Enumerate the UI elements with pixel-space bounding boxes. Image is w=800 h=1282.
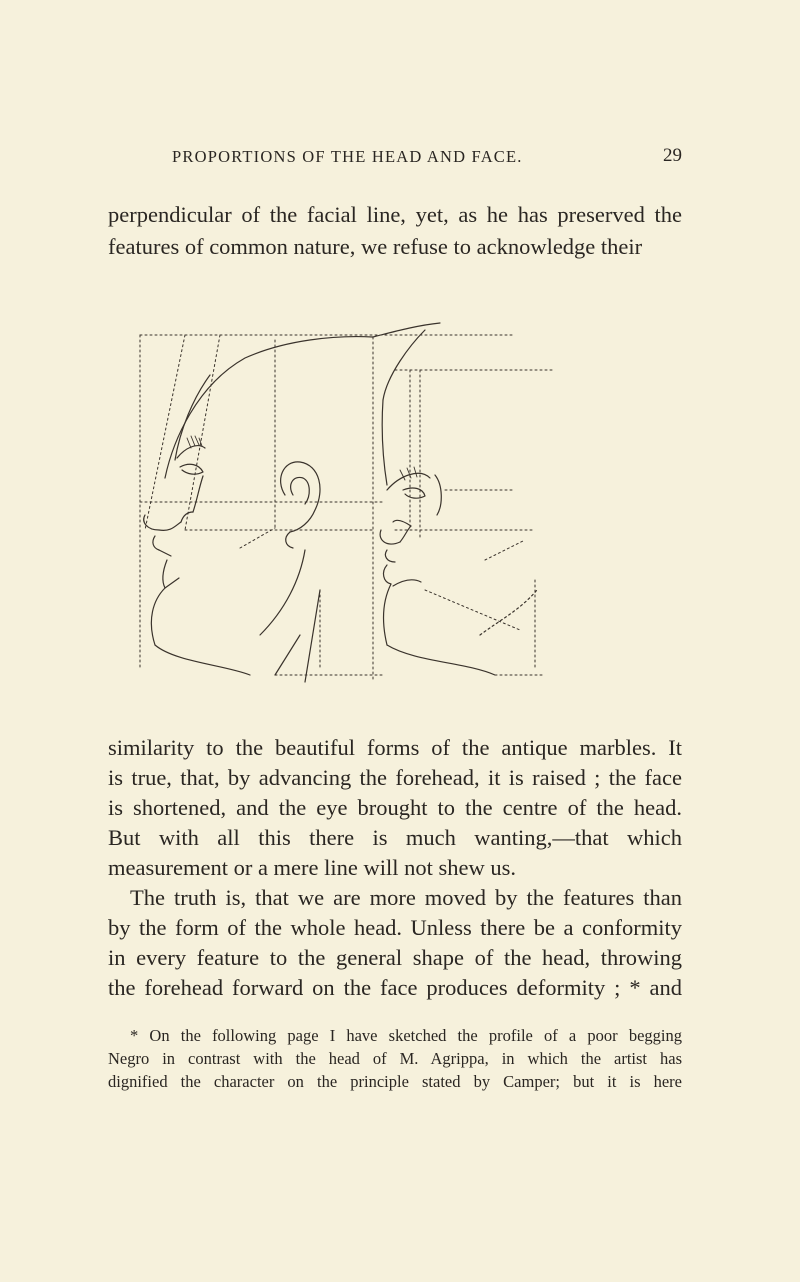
- body-line: by the form of the whole head. Unless there be a conformity: [108, 915, 682, 940]
- footnote-line: Negro in contrast with the head of M. Agrippa, in which the artist has: [108, 1049, 682, 1068]
- body-line: the forehead forward on the face produces deformity ; * and: [108, 975, 682, 1000]
- body-line: perpendicular of the facial line, yet, as he has preserved the: [108, 202, 682, 227]
- body-line: But with all this there is much wanting,—that which: [108, 825, 682, 850]
- body-line: is shortened, and the eye brought to the centre of the head.: [108, 795, 682, 820]
- left-profile-drawing: [144, 337, 373, 682]
- page-number: 29: [663, 145, 682, 166]
- body-line: is true, that, by advancing the forehead, it is raised ; the face: [108, 765, 682, 790]
- footnote-line: dignified the character on the principle stated by Camper; but it is here: [108, 1072, 682, 1091]
- running-title: PROPORTIONS OF THE HEAD AND FACE.: [172, 147, 523, 166]
- body-line: similarity to the beautiful forms of the antique marbles. It: [108, 735, 682, 760]
- running-head: [172, 147, 682, 171]
- body-line: in every feature to the general shape of the head, throwing: [108, 945, 682, 970]
- footnote-line: * On the following page I have sketched the profile of a poor begging: [130, 1026, 682, 1045]
- right-measure-lines: [373, 335, 555, 680]
- profile-comparison-figure: [125, 290, 575, 690]
- right-profile-drawing: [373, 323, 537, 675]
- body-line: features of common nature, we refuse to acknowledge their: [108, 234, 643, 259]
- body-line: The truth is, that we are more moved by the features than: [130, 885, 682, 910]
- left-measure-lines: [140, 335, 385, 675]
- body-line: measurement or a mere line will not shew us.: [108, 855, 517, 880]
- profile-engraving: [125, 290, 575, 690]
